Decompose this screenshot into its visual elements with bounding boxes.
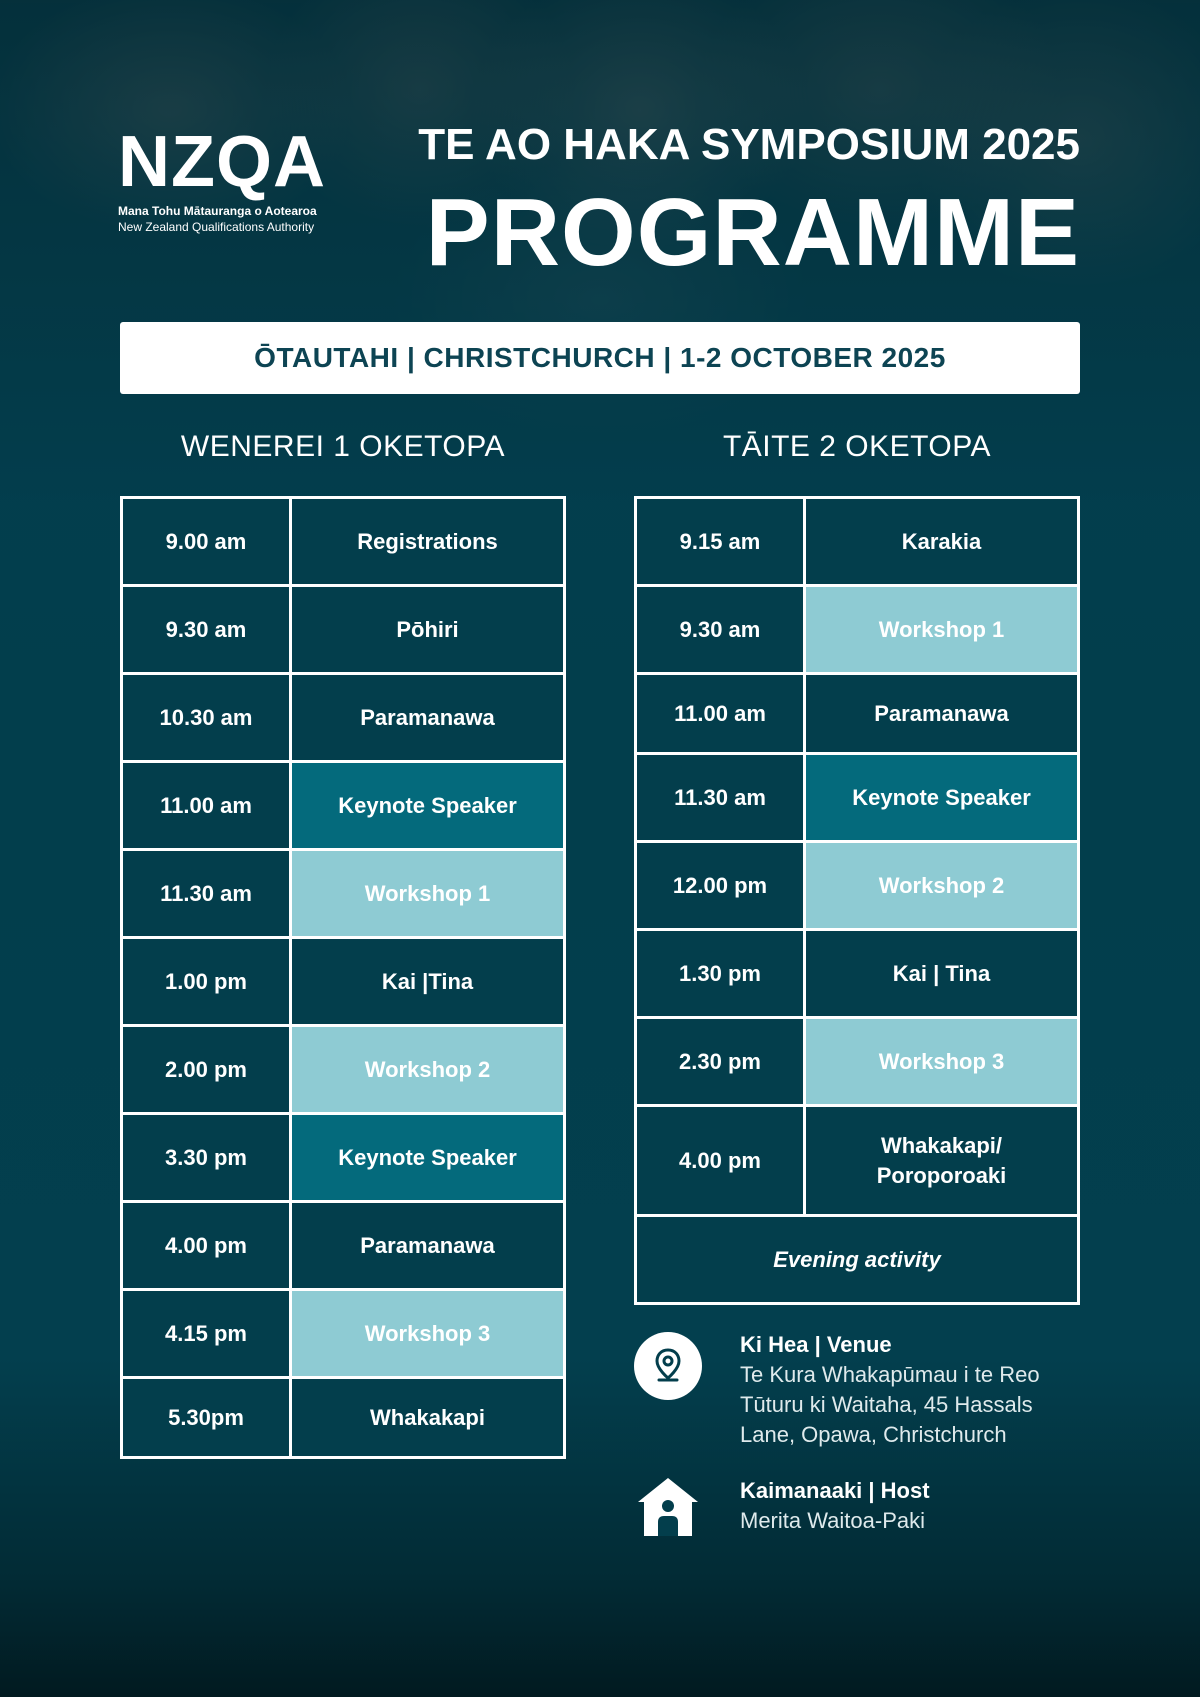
time-cell: 11.00 am (122, 762, 291, 850)
event-cell-workshop: Workshop 1 (291, 850, 565, 938)
event-cell: Registrations (291, 498, 565, 586)
table-row (122, 762, 565, 850)
day1-heading: WENEREI 1 OKETOPA (180, 430, 506, 463)
event-cell-workshop: Workshop 3 (805, 1018, 1079, 1106)
event-cell (805, 1106, 1079, 1216)
time-cell: 4.00 pm (122, 1202, 291, 1290)
time-cell: 11.00 am (636, 674, 805, 754)
venue-heading: Ki Hea | Venue (740, 1332, 892, 1357)
event-cell: Kai |Tina (291, 938, 565, 1026)
event-cell: Whakakapi (291, 1378, 565, 1458)
time-cell: 4.15 pm (122, 1290, 291, 1378)
day2-schedule-table (634, 496, 1080, 1305)
table-row (122, 1114, 565, 1202)
logo-subtitle-maori: Mana Tohu Mātauranga o Aotearoa (118, 204, 317, 218)
table-row (122, 586, 565, 674)
banner-text: ŌTAUTAHI | CHRISTCHURCH | 1-2 OCTOBER 2025 (254, 342, 946, 373)
host-info (740, 1476, 1080, 1536)
event-cell: Paramanawa (291, 674, 565, 762)
event-cell: Kai | Tina (805, 930, 1079, 1018)
logo-subtitle-english: New Zealand Qualifications Authority (118, 220, 315, 234)
table-row (636, 930, 1079, 1018)
event-cell-keynote: Keynote Speaker (291, 1114, 565, 1202)
event-cell-workshop: Workshop 2 (291, 1026, 565, 1114)
table-row (636, 674, 1079, 754)
time-cell: 2.30 pm (636, 1018, 805, 1106)
event-cell: Paramanawa (291, 1202, 565, 1290)
table-row (636, 498, 1079, 586)
venue-address-line: Tūturu ki Waitaha, 45 Hassals (740, 1392, 1033, 1417)
event-cell-keynote: Keynote Speaker (805, 754, 1079, 842)
time-cell: 9.00 am (122, 498, 291, 586)
time-cell: 4.00 pm (636, 1106, 805, 1216)
table-row (122, 850, 565, 938)
table-row (636, 1106, 1079, 1216)
table-row (636, 1018, 1079, 1106)
house-icon (636, 1476, 700, 1538)
time-cell: 9.30 am (636, 586, 805, 674)
venue-address-line: Te Kura Whakapūmau i te Reo (740, 1362, 1040, 1387)
time-cell: 1.00 pm (122, 938, 291, 1026)
event-line: Poroporoaki (876, 1162, 1007, 1188)
event-cell-keynote: Keynote Speaker (291, 762, 565, 850)
location-date-banner (120, 322, 1080, 394)
logo-mark: NZQA (118, 122, 326, 202)
table-row (122, 674, 565, 762)
time-cell: 1.30 pm (636, 930, 805, 1018)
table-row (636, 1216, 1079, 1304)
table-row (122, 1378, 565, 1458)
venue-address-line: Lane, Opawa, Christchurch (740, 1422, 1007, 1447)
table-row (122, 1202, 565, 1290)
host-name: Merita Waitoa-Paki (740, 1508, 926, 1533)
event-cell: Pōhiri (291, 586, 565, 674)
location-pin-icon (634, 1332, 702, 1400)
time-cell: 3.30 pm (122, 1114, 291, 1202)
table-row (122, 1026, 565, 1114)
time-cell: 11.30 am (636, 754, 805, 842)
time-cell: 5.30pm (122, 1378, 291, 1458)
event-cell: Paramanawa (805, 674, 1079, 754)
programme-title: PROGRAMME (425, 179, 1080, 286)
time-cell: 10.30 am (122, 674, 291, 762)
event-line: Whakakapi/ (880, 1132, 1003, 1158)
event-cell: Karakia (805, 498, 1079, 586)
venue-info (740, 1330, 1080, 1450)
time-cell: 9.30 am (122, 586, 291, 674)
event-cell-workshop: Workshop 1 (805, 586, 1079, 674)
event-cell-workshop: Workshop 2 (805, 842, 1079, 930)
event-title: TE AO HAKA SYMPOSIUM 2025 (418, 120, 1080, 169)
time-cell: 12.00 pm (636, 842, 805, 930)
table-row (636, 754, 1079, 842)
table-row (636, 842, 1079, 930)
table-row (122, 498, 565, 586)
evening-activity-cell: Evening activity (636, 1216, 1079, 1304)
time-cell: 9.15 am (636, 498, 805, 586)
time-cell: 2.00 pm (122, 1026, 291, 1114)
day1-schedule-table (120, 496, 566, 1459)
table-row (122, 1290, 565, 1378)
event-cell-workshop: Workshop 3 (291, 1290, 565, 1378)
host-heading: Kaimanaaki | Host (740, 1478, 930, 1503)
time-cell: 11.30 am (122, 850, 291, 938)
nzqa-logo (118, 122, 348, 246)
table-row (636, 586, 1079, 674)
table-row (122, 938, 565, 1026)
day2-heading: TĀITE 2 OKETOPA (722, 430, 992, 463)
